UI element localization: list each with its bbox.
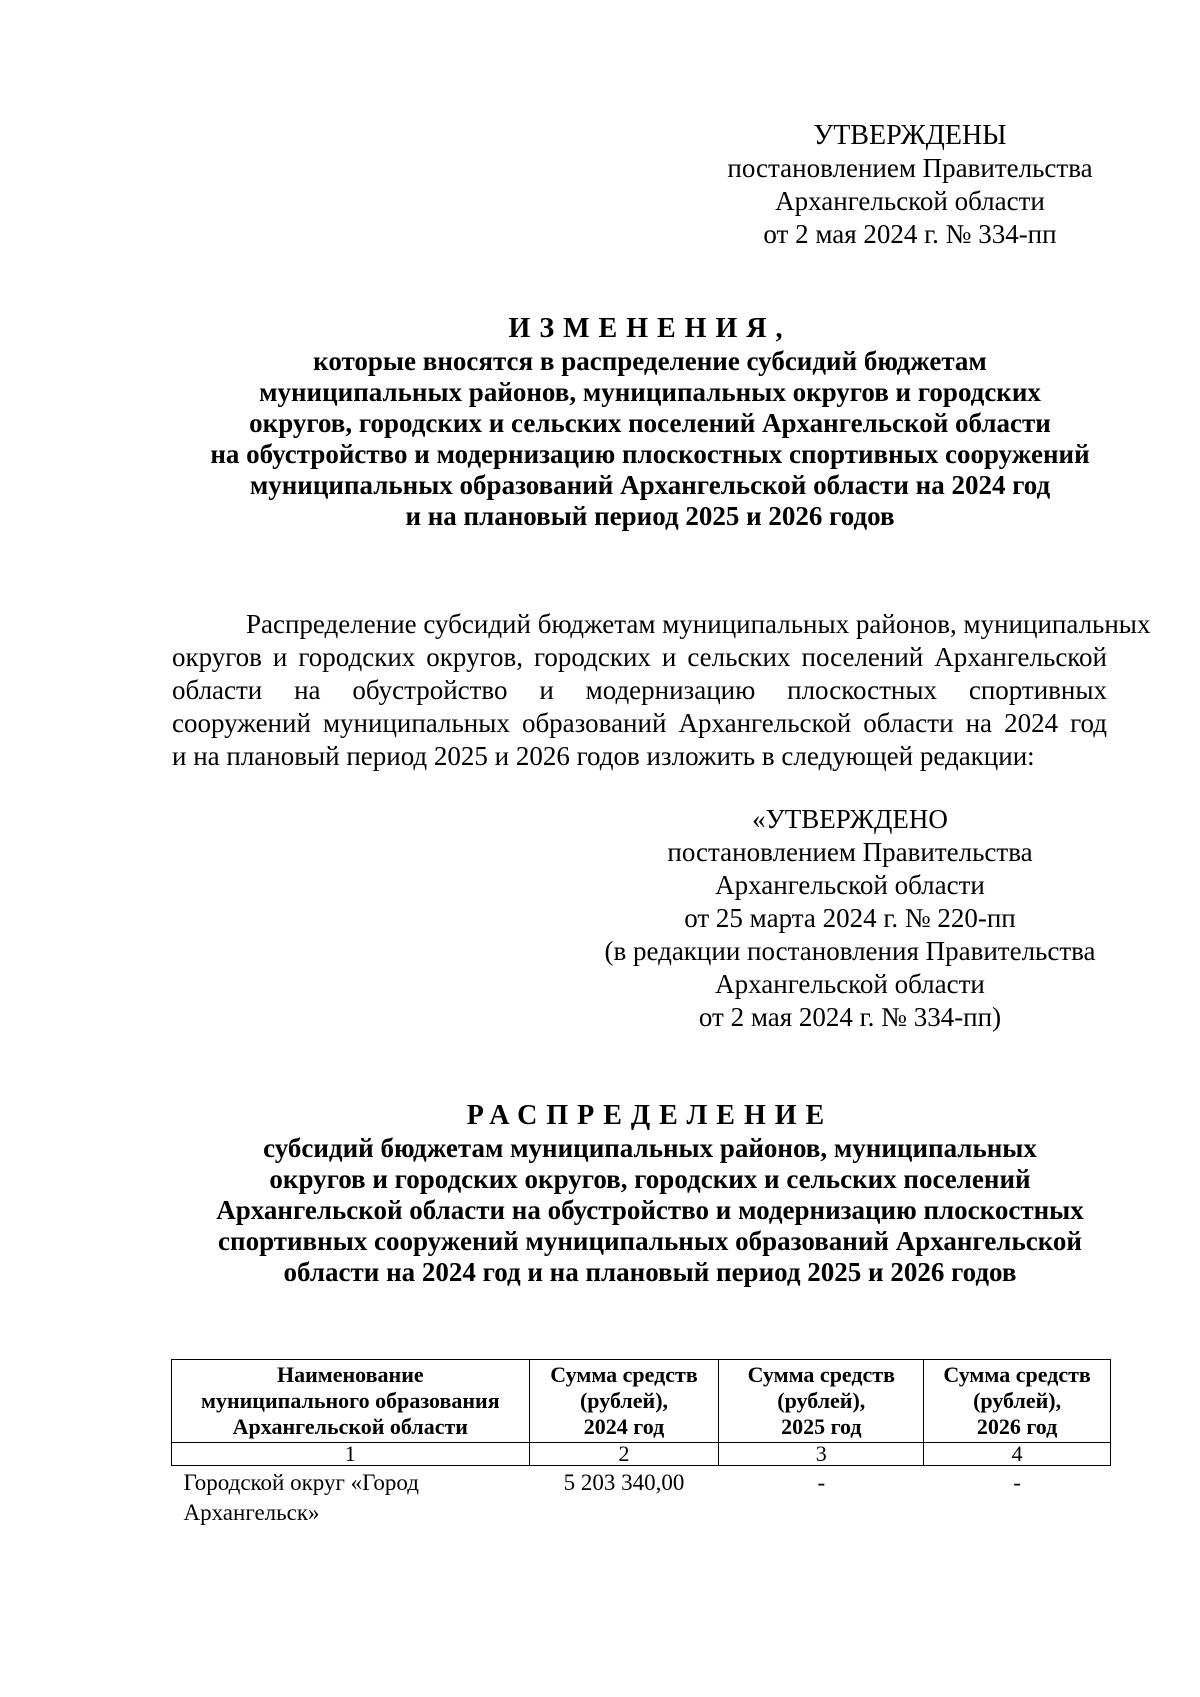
approval-2-line: постановлением Правительства	[667, 837, 1033, 867]
changes-heading-line: округов, городских и сельских поселений Архангельской области	[249, 408, 1051, 438]
approval-line: постановлением Правительства	[727, 153, 1093, 183]
paragraph-line: округов и городских округов, городских и сельских поселений Архангельской	[172, 642, 1107, 672]
changes-heading-line: на обустройство и модернизацию плоскостных спортивных сооружений	[210, 439, 1090, 469]
municipality-name-line: Архангельск»	[183, 1500, 320, 1525]
distribution-heading-line: округов и городских округов, городских и сельских поселений	[269, 1164, 1031, 1194]
distribution-heading	[120, 1100, 1180, 1288]
paragraph-line: Распределение субсидий бюджетам муниципальных районов, муниципальных	[246, 609, 1151, 639]
column-number: 2	[529, 1443, 719, 1466]
header-text: 2026 год	[976, 1414, 1058, 1439]
distribution-heading-line: спортивных сооружений муниципальных образований Архангельской	[218, 1226, 1082, 1256]
approval-block-2	[590, 803, 1110, 1034]
header-text: (рублей),	[973, 1388, 1062, 1413]
changes-heading-line: и на плановый период 2025 и 2026 годов	[405, 501, 895, 531]
approval-title: УТВЕРЖДЕНЫ	[813, 120, 1007, 151]
column-number: 1	[172, 1443, 530, 1466]
changes-heading-line: которые вносятся в распределение субсидий бюджетам	[313, 346, 987, 376]
header-sum-2025	[719, 1360, 924, 1443]
paragraph-line: и на плановый период 2025 и 2026 годов изложить в следующей редакции:	[172, 741, 1035, 771]
changes-title: ИЗМЕНЕНИЯ,	[508, 313, 792, 344]
header-text: Наименование	[276, 1362, 424, 1387]
distribution-heading-line: Архангельской области на обустройство и модернизацию плоскостных	[216, 1195, 1084, 1225]
sum-2025: -	[817, 1470, 826, 1495]
column-number: 3	[719, 1443, 924, 1466]
column-number-row	[172, 1443, 1111, 1466]
distribution-heading-line: субсидий бюджетам муниципальных районов, муниципальных	[263, 1133, 1037, 1163]
municipality-name	[172, 1466, 530, 1531]
header-municipality	[172, 1360, 530, 1443]
approval-2-line: Архангельской области	[715, 969, 985, 999]
header-text: (рублей),	[777, 1388, 866, 1413]
header-text: Сумма средств	[550, 1362, 698, 1387]
header-text: 2025 год	[781, 1414, 862, 1439]
changes-heading-line: муниципальных образований Архангельской области на 2024 год	[249, 470, 1051, 500]
approval-line: Архангельской области	[775, 186, 1045, 216]
header-sum-2024	[529, 1360, 719, 1443]
municipality-name-line: Городской округ «Город	[183, 1470, 419, 1495]
paragraph-line: сооружений муниципальных образований Архангельской области на 2024 год	[172, 708, 1107, 738]
column-number: 4	[924, 1443, 1111, 1466]
header-text: муниципального образования	[200, 1388, 500, 1413]
distribution-title: РАСПРЕДЕЛЕНИЕ	[466, 1100, 834, 1131]
body-paragraph	[172, 608, 1151, 773]
distribution-table	[171, 1359, 1111, 1530]
sum-2024: 5 203 340,00	[563, 1470, 685, 1495]
header-text: Архангельской области	[232, 1414, 468, 1439]
approval-2-line: «УТВЕРЖДЕНО	[752, 804, 948, 834]
approval-2-line: от 2 мая 2024 г. № 334-пп)	[698, 1002, 1002, 1032]
approval-2-line: (в редакции постановления Правительства	[604, 936, 1096, 966]
paragraph-line: области на обустройство и модернизацию плоскостных спортивных	[172, 675, 1107, 705]
approval-2-line: от 25 марта 2024 г. № 220-пп	[684, 903, 1016, 933]
approval-line: от 2 мая 2024 г. № 334-пп	[763, 219, 1057, 249]
header-text: (рублей),	[579, 1388, 669, 1413]
header-text: Сумма средств	[943, 1362, 1091, 1387]
table-header-row	[172, 1360, 1111, 1443]
approval-2-line: Архангельской области	[715, 870, 985, 900]
header-text: Сумма средств	[747, 1362, 895, 1387]
approval-block	[700, 119, 1120, 251]
table-row	[172, 1466, 1111, 1531]
header-sum-2026	[924, 1360, 1111, 1443]
sum-2026: -	[1013, 1470, 1021, 1495]
changes-heading	[120, 313, 1180, 532]
distribution-heading-line: области на 2024 год и на плановый период 2025 и 2026 годов	[283, 1257, 1017, 1287]
changes-heading-line: муниципальных районов, муниципальных округов и городских	[259, 377, 1041, 407]
header-text: 2024 год	[583, 1414, 665, 1439]
